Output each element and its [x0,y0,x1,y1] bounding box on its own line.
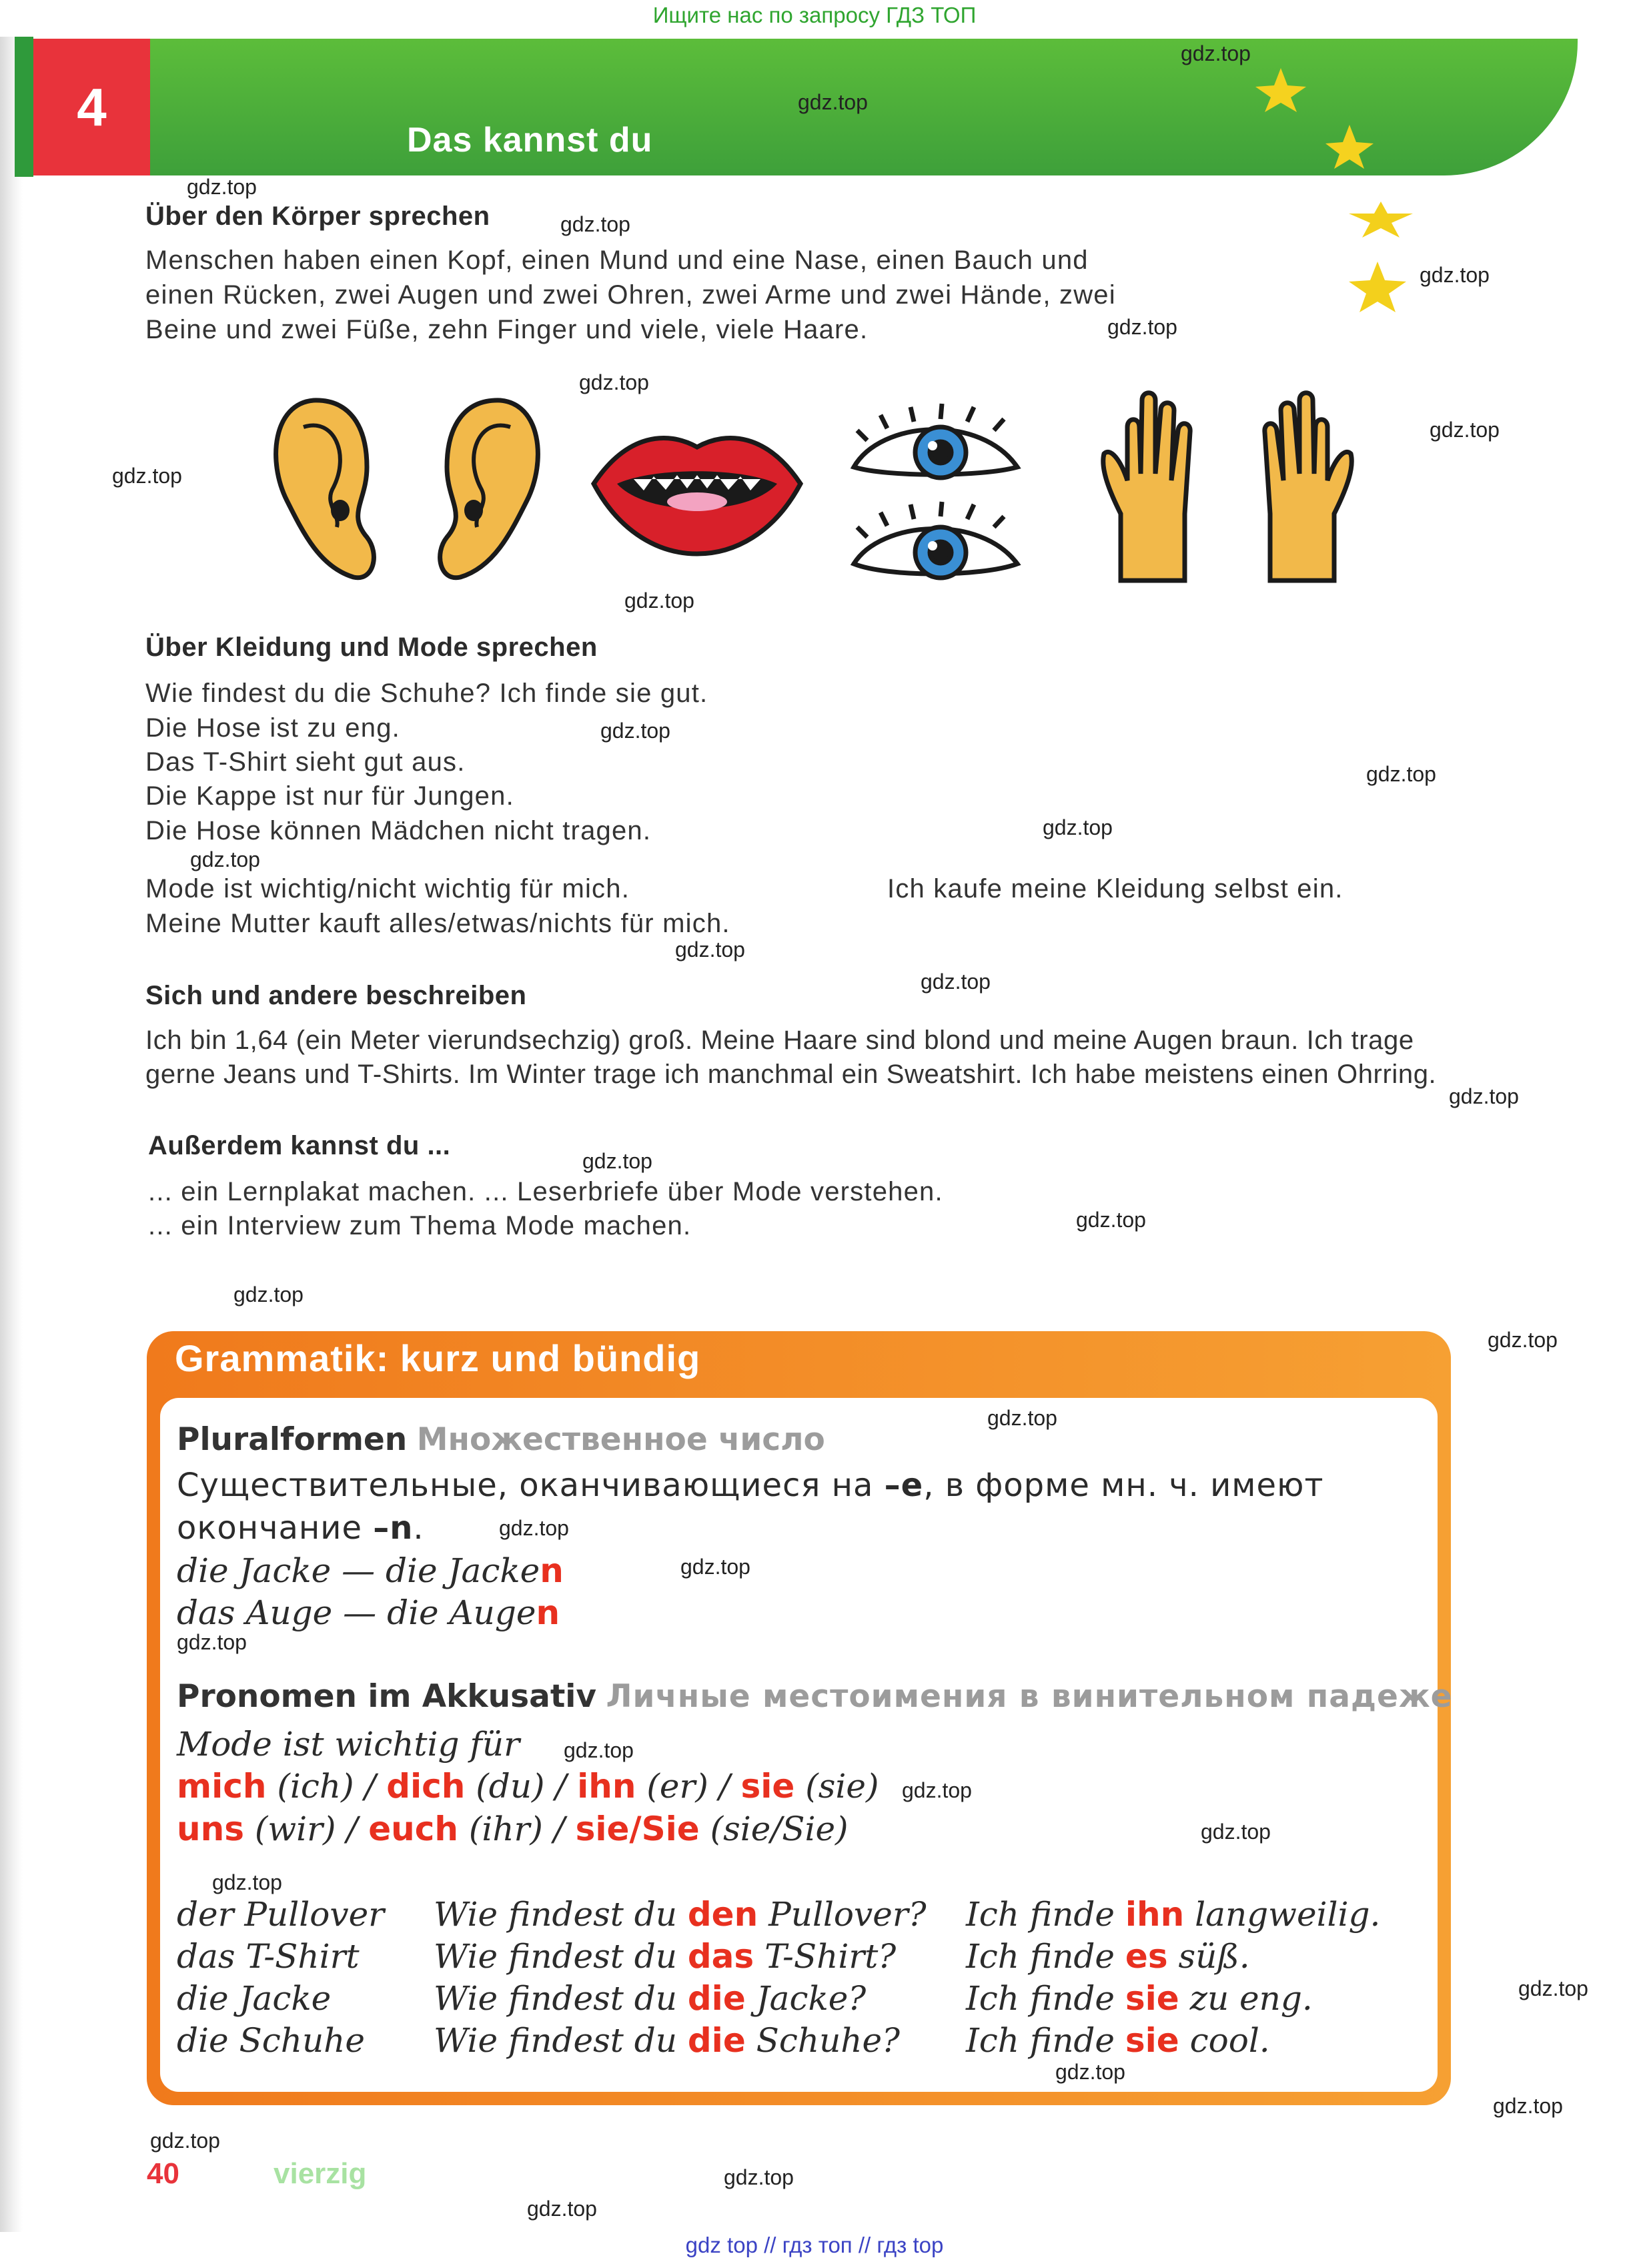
pronoun-highlight: sie [740,1767,795,1806]
pronomen-title: Pronomen im Akkusativ [177,1678,597,1715]
watermark: gdz.top [1449,1084,1519,1108]
watermark: gdz.top [187,175,257,199]
plural-heading [177,1421,825,1458]
question-text: Pullover? [758,1895,927,1934]
watermark: gdz.top [624,589,694,613]
plural-example-ending: n [536,1593,560,1632]
watermark: gdz.top [1181,41,1251,65]
text-line: Wie findest du die Schuhe? Ich finde sie gut. [145,679,708,708]
table-noun: die Schuhe [177,2021,365,2060]
pronoun-base: (er) / [636,1767,741,1806]
table-question [434,1979,866,2018]
watermark: gdz.top [902,1778,972,1802]
question-text: Wie findest du [434,1979,688,2018]
section-heading-koerper: Über den Körper sprechen [145,202,490,231]
plural-title: Pluralformen [177,1421,408,1458]
watermark: gdz.top [680,1555,750,1579]
watermark: gdz.top [1043,815,1113,839]
watermark: gdz.top [582,1149,652,1173]
pronoun-base: (wir) / [243,1810,369,1848]
answer-text: langweilig. [1184,1895,1381,1934]
watermark: gdz.top [1493,2094,1563,2118]
plural-rule-text: Существительные, оканчивающиеся на [177,1467,885,1504]
table-noun: die Jacke [177,1979,332,2018]
plural-ending-e: –e [884,1467,924,1504]
text-line: Ich bin 1,64 (ein Meter vierundsechzig) groß. Meine Haare sind blond und meine Augen braun. Ich trage [145,1026,1414,1055]
text-line: gerne Jeans und T-Shirts. Im Winter trage ich manchmal ein Sweatshirt. Ich habe meistens einen Ohrring. [145,1060,1437,1089]
page-number: 40 [147,2157,179,2190]
watermark: gdz.top [1201,1820,1271,1844]
watermark: gdz.top [1076,1208,1146,1232]
text-line: einen Rücken, zwei Augen und zwei Ohren, zwei Arme und zwei Hände, zwei [145,280,1116,310]
watermark: gdz.top [527,2197,597,2221]
text-line: ... ein Interview zum Thema Mode machen. [148,1211,692,1240]
watermark: gdz.top [1107,315,1177,339]
watermark: gdz.top [499,1516,569,1540]
text-line: Das T-Shirt sieht gut aus. [145,747,466,777]
table-question [434,1937,896,1976]
answer-text: cool. [1179,2021,1270,2060]
pronoun-base: (sie) [794,1767,879,1806]
hands-illustration [1094,380,1361,587]
bottom-banner: gdz top // гдз топ // гдз top [685,2233,944,2257]
pronomen-intro: Mode ist wichtig für [177,1725,520,1764]
answer-text: Ich finde [966,2021,1125,2060]
watermark: gdz.top [921,970,991,994]
answer-text: Ich finde [966,1895,1125,1934]
plural-rule-text: окончание [177,1509,374,1547]
table-noun: das T-Shirt [177,1937,360,1976]
article-highlight: den [687,1895,758,1934]
plural-rule-line2 [177,1509,424,1547]
star-icon [1254,67,1307,113]
answer-text: Ich finde [966,1937,1125,1976]
watermark: gdz.top [798,90,868,114]
watermark: gdz.top [987,1406,1057,1430]
table-answer [966,2021,1270,2060]
pronoun-highlight: euch [368,1810,458,1848]
question-text: Wie findest du [434,1895,688,1934]
watermark: gdz.top [1420,263,1490,287]
text-line-right: Ich kaufe meine Kleidung selbst ein. [887,874,1343,903]
star-icon [1324,123,1374,170]
plural-ending-n: –n [373,1509,414,1547]
watermark: gdz.top [564,1738,634,1762]
answer-text: zu eng. [1179,1979,1313,2018]
text-line: ... ein Lernplakat machen. ... Leserbriefe über Mode verstehen. [148,1177,943,1206]
pronomen-row-2 [177,1810,849,1848]
plural-example [177,1593,560,1632]
text-line: Die Hose ist zu eng. [145,713,400,743]
pronoun-highlight: es [1125,1937,1168,1976]
watermark: gdz.top [600,719,670,743]
pronoun-base: (sie/Sie) [699,1810,849,1848]
watermark: gdz.top [1518,1976,1588,2000]
pronomen-subtitle: Личные местоимения в винительном падеже [606,1678,1453,1715]
watermark: gdz.top [112,464,182,488]
page-number-word: vierzig [274,2157,367,2190]
section-heading-beschreiben: Sich und andere beschreiben [145,981,527,1010]
watermark: gdz.top [560,212,630,236]
watermark: gdz.top [233,1282,304,1306]
pronoun-highlight: sie [1125,2021,1179,2060]
question-text: Wie findest du [434,2021,688,2060]
spine-accent [15,37,33,177]
star-icon [1347,260,1408,314]
text-line: Mode ist wichtig/nicht wichtig für mich. [145,874,630,903]
question-text: Wie findest du [434,1937,688,1976]
text-line: Meine Mutter kauft alles/etwas/nichts für mich. [145,909,730,938]
pronoun-highlight: mich [177,1767,267,1806]
pronomen-row-1 [177,1767,879,1806]
grammar-title: Grammatik: kurz und bündig [175,1337,701,1379]
table-answer [966,1979,1313,2018]
watermark: gdz.top [177,1630,247,1654]
question-text: Jacke? [745,1979,867,2018]
text-line: Die Kappe ist nur für Jungen. [145,781,514,811]
pronoun-highlight: sie [1125,1979,1179,2018]
plural-rule-line1 [177,1467,1323,1504]
article-highlight: das [687,1937,754,1976]
watermark: gdz.top [579,370,649,394]
pronoun-highlight: dich [386,1767,466,1806]
eyes-illustration [847,394,1027,587]
text-line: Beine und zwei Füße, zehn Finger und viele, viele Haare. [145,315,869,344]
question-text: T-Shirt? [754,1937,897,1976]
plural-rule-text: , в форме мн. ч. имеют [923,1467,1324,1504]
watermark: gdz.top [1055,2060,1125,2084]
question-text: Schuhe? [745,2021,900,2060]
watermark: gdz.top [1488,1328,1558,1352]
plural-rule-text: . [413,1509,424,1547]
watermark: gdz.top [212,1870,282,1894]
answer-text: Ich finde [966,1979,1125,2018]
article-highlight: die [687,2021,746,2060]
plural-example-ending: n [540,1551,564,1590]
pronoun-highlight: sie/Sie [575,1810,700,1848]
pronomen-heading [177,1678,1452,1715]
answer-text: süß. [1167,1937,1250,1976]
top-banner: Ищите нас по запросу ГДЗ ТОП [652,3,977,27]
section-heading-kleidung: Über Kleidung und Mode sprechen [145,633,598,662]
table-noun: der Pullover [177,1895,385,1934]
ears-illustration [267,387,547,587]
watermark: gdz.top [1366,762,1436,786]
table-question [434,1895,927,1934]
table-answer [966,1895,1380,1934]
plural-subtitle: Множественное число [416,1421,825,1458]
pronoun-base: (du) / [465,1767,578,1806]
text-line: Die Hose können Mädchen nicht tragen. [145,816,652,845]
watermark: gdz.top [724,2165,794,2189]
watermark: gdz.top [190,847,260,871]
section-heading-ausserdem: Außerdem kannst du ... [148,1131,451,1160]
pronoun-highlight: uns [177,1810,244,1848]
table-answer [966,1937,1250,1976]
table-question [434,2021,900,2060]
book-spine [0,37,23,2232]
pronoun-base: (ich) / [266,1767,387,1806]
pronoun-highlight: ihn [577,1767,636,1806]
mouth-illustration [587,420,807,560]
star-icon [1347,194,1414,240]
text-line: Menschen haben einen Kopf, einen Mund und eine Nase, einen Bauch und [145,246,1089,275]
plural-example [177,1551,564,1590]
watermark: gdz.top [1430,418,1500,442]
watermark: gdz.top [675,937,745,962]
pronoun-highlight: ihn [1125,1895,1185,1934]
article-highlight: die [687,1979,746,2018]
watermark: gdz.top [150,2129,220,2153]
page-title: Das kannst du [407,121,653,159]
pronoun-base: (ihr) / [458,1810,576,1848]
chapter-number: 4 [77,77,107,137]
plural-example-base: die Jacke — die Jacke [177,1551,540,1590]
plural-example-base: das Auge — die Auge [177,1593,536,1632]
